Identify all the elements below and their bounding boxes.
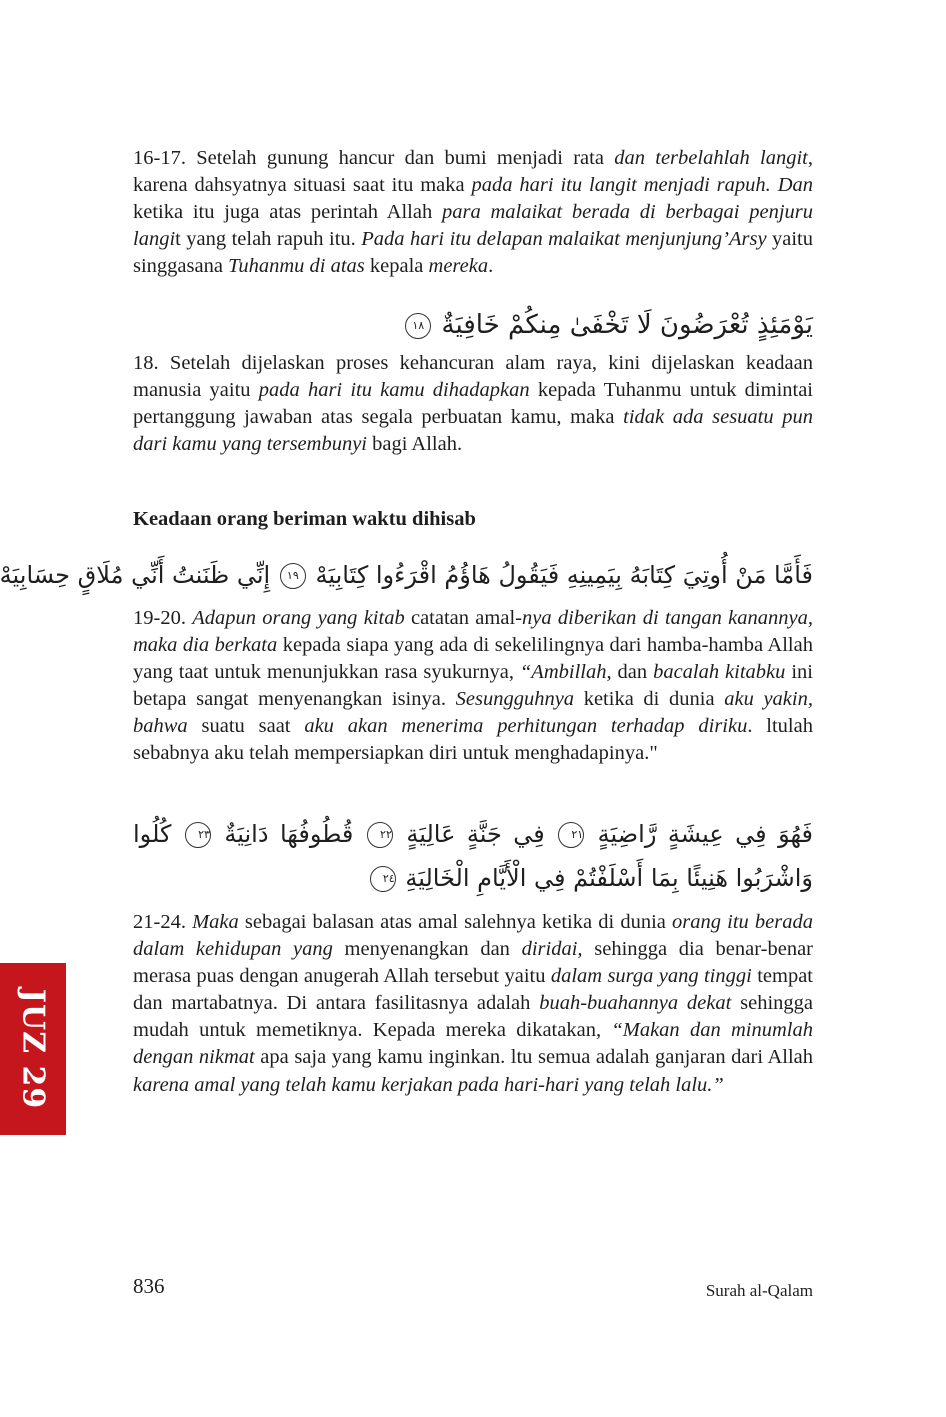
italic-text-run: pada hari itu kamu dihadapkan xyxy=(258,379,530,402)
arabic-verse-18 xyxy=(133,302,813,348)
ayah-number-marker: ٢١ xyxy=(558,822,584,848)
text-run: 19-20. xyxy=(133,607,193,629)
arabic-verse-text: فَهُوَ فِي عِيشَةٍ رَّاضِيَةٍ xyxy=(597,820,814,848)
text-run: catatan amal- xyxy=(404,607,522,629)
italic-text-run: Tuhanmu di atas xyxy=(228,255,365,278)
tafsir-paragraph-16-17 xyxy=(133,145,813,280)
text-run: ini betapa sangat menyenangkan isinya. xyxy=(133,661,813,711)
arabic-verse-text: يَوْمَئِذٍ تُعْرَضُونَ لَا تَخْفَىٰ مِنكُمْ خَافِيَةٌ xyxy=(441,310,813,340)
arabic-verse-text: إِنِّي ظَنَنتُ أَنِّي مُلَاقٍ حِسَابِيَهْ xyxy=(0,561,271,589)
tafsir-paragraph-19-20 xyxy=(133,605,813,768)
text-run: dan xyxy=(611,661,654,684)
italic-text-run: orang itu berada dalam kehidupan yang xyxy=(133,911,813,961)
text-run: 18. Setelah dijelaskan proses kehancuran alam raya, kini dijelaskan keadaan manusia yaitu xyxy=(133,352,813,402)
text-run: sehingga mudah untuk memetiknya. Kepada mereka dikatakan, xyxy=(133,992,813,1042)
text-run: yaitu singgasana xyxy=(133,228,814,278)
italic-text-run: buah-buahannya dekat xyxy=(539,992,732,1015)
text-run xyxy=(771,174,778,196)
arabic-verse-21-24 xyxy=(133,812,813,900)
arabic-verse-text: قُطُوفُهَا دَانِيَةٌ xyxy=(224,820,354,848)
italic-text-run: dalam surga yang tinggi xyxy=(550,965,752,988)
text-run: , karena dahsyatnya situasi saat itu maka xyxy=(133,147,813,197)
text-run: 16-17. Setelah gunung hancur dan bumi menjadi rata xyxy=(133,147,615,169)
text-run: t yang telah rapuh itu. xyxy=(175,228,362,251)
italic-text-run: aku yakin, bahwa xyxy=(133,688,813,738)
text-run: sebagai balasan atas amal salehnya ketika di dunia xyxy=(238,911,673,933)
italic-text-run: bacalah kitabku xyxy=(653,661,786,684)
ayah-number-marker: ١٩ xyxy=(280,563,306,589)
juz-label: JUZ 29 xyxy=(15,988,51,1110)
text-run: suatu saat xyxy=(187,715,305,738)
text-run: 21-24. xyxy=(133,911,193,933)
italic-text-run: Maka xyxy=(192,911,239,933)
italic-text-run: Dan xyxy=(777,174,814,197)
italic-text-run: Sesungguhnya xyxy=(455,688,575,711)
arabic-verse-19-20 xyxy=(0,552,813,598)
italic-text-run: tidak ada sesuatu pun dari kamu yang tersembunyi xyxy=(133,406,813,456)
italic-text-run: Pada hari itu delapan malaikat menjunjung’Arsy xyxy=(361,228,767,251)
arabic-verse-text: فِي جَنَّةٍ عَالِيَةٍ xyxy=(406,820,545,848)
juz-side-tab xyxy=(0,963,66,1135)
italic-text-run: pada hari itu langit menjadi rapuh. xyxy=(471,174,771,197)
italic-text-run: diridai, xyxy=(521,938,583,961)
italic-text-run: mereka xyxy=(428,255,489,278)
text-run: kepala xyxy=(364,255,429,278)
text-run: apa saja yang kamu inginkan. ltu semua adalah ganjaran dari Allah xyxy=(254,1046,813,1069)
text-run: menyenangkan dan xyxy=(332,938,522,961)
text-run: tempat dan martabatnya. Di antara fasilitasnya adalah xyxy=(133,965,813,1015)
text-run: kepada siapa yang ada di sekelilingnya dari hamba-hamba Allah yang taat untuk menunjukkan rasa syukurnya, xyxy=(133,634,813,684)
italic-text-run: “Makan dan minumlah dengan nikmat xyxy=(133,1019,813,1069)
italic-text-run: “Ambillah, xyxy=(519,661,612,684)
text-run: ketika itu juga atas perintah Allah xyxy=(133,201,442,224)
italic-text-run: nya diberikan di tangan kanannya, maka dia berkata xyxy=(133,607,814,657)
italic-text-run: aku akan menerima perhitungan terhadap diriku xyxy=(304,715,748,738)
text-run: . ltulah sebabnya aku telah mempersiapkan diri untuk menghadapinya." xyxy=(133,715,813,765)
ayah-number-marker: ٢٣ xyxy=(185,822,211,848)
italic-text-run: para malaikat berada di berbagai penjuru langi xyxy=(133,201,813,251)
text-run: sehingga dia benar-benar merasa puas dengan anugerah Allah tersebut yaitu xyxy=(133,938,813,988)
italic-text-run: karena amal yang telah kamu kerjakan pada hari-hari yang telah lalu.” xyxy=(133,1073,724,1096)
arabic-verse-text: كُلُوا وَاشْرَبُوا هَنِيئًا بِمَا أَسْلَفْتُمْ فِي الْأَيَّامِ الْخَالِيَةِ xyxy=(133,820,813,892)
text-run: . xyxy=(488,255,494,278)
text-run: bagi Allah. xyxy=(367,433,463,456)
text-run: ketika di dunia xyxy=(574,688,725,711)
tafsir-paragraph-18 xyxy=(133,350,813,458)
ayah-number-marker: ٢٢ xyxy=(367,822,393,848)
running-footer-surah: Surah al-Qalam xyxy=(705,1281,813,1300)
italic-text-run: dan terbelahlah langit xyxy=(614,147,808,169)
section-heading: Keadaan orang beriman waktu dihisab xyxy=(133,508,476,530)
tafsir-paragraph-21-24 xyxy=(133,909,813,1099)
arabic-verse-text: فَأَمَّا مَنْ أُوتِيَ كِتَابَهُ بِيَمِينِهِ فَيَقُولُ هَاؤُمُ اقْرَءُوا كِتَابِيَهْ xyxy=(315,561,813,589)
italic-text-run: Adapun orang yang kitab xyxy=(192,607,405,629)
text-run: kepada Tuhanmu untuk dimintai pertanggung jawaban atas segala perbuatan kamu, maka xyxy=(133,379,814,429)
ayah-number-marker: ١٨ xyxy=(405,313,431,339)
page-number: 836 xyxy=(133,1274,165,1298)
ayah-number-marker: ٢٤ xyxy=(370,866,396,892)
